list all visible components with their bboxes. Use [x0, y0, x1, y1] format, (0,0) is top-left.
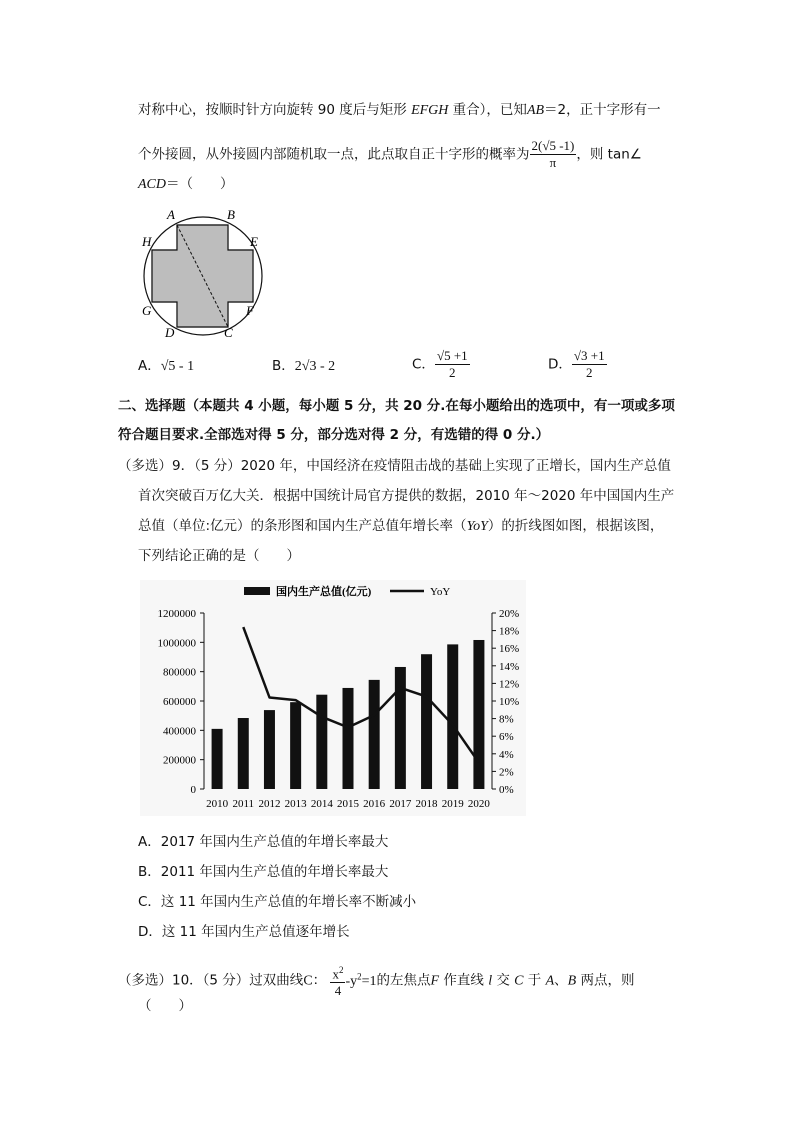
right-axis-tick-label: 14%	[499, 660, 520, 673]
q8-line3	[138, 174, 234, 195]
section-heading-line1: 二、选择题（本题共 4 小题，每小题 5 分，共 20 分.在每小题给出的选项中，有一项或多项	[118, 398, 675, 414]
x-axis-tick-label: 2011	[232, 798, 255, 810]
right-axis-tick-label: 10%	[499, 696, 520, 708]
q10-text: 、	[554, 972, 568, 989]
point-b-label: B	[567, 973, 577, 989]
q9-option-d[interactable]: D．这 11 年国内生产总值逐年增长	[138, 924, 350, 940]
left-axis-tick-label: 800000	[163, 666, 196, 679]
q8-text: ＝（ ）	[166, 176, 234, 192]
right-axis-tick-label: 4%	[499, 748, 514, 761]
line-l-label: l	[488, 973, 493, 989]
right-axis-tick-label: 6%	[499, 731, 514, 744]
q10-text: 两点，则	[576, 972, 635, 989]
gdp-bar	[369, 680, 380, 789]
left-axis-tick-label: 600000	[163, 696, 196, 708]
q8-text: 重合），已知	[448, 102, 527, 118]
q9-line4: 下列结论正确的是（ ）	[138, 548, 300, 564]
fraction-denominator: 2	[586, 365, 593, 380]
left-axis-tick-label: 1000000	[157, 637, 196, 650]
hyperbola-equation	[345, 971, 377, 989]
x-axis-tick-label: 2012	[258, 798, 281, 810]
q9-line1: （多选）9．（5 分）2020 年，中国经济在疫情阻击战的基础上实现了正增长，国内生产总值	[118, 458, 671, 474]
left-axis-tick-label: 400000	[163, 725, 196, 738]
focus-f-label: F	[430, 973, 440, 989]
gdp-bar	[473, 640, 484, 789]
gdp-bar	[316, 695, 327, 789]
q10-text: （多选）10．（5 分）过双曲线	[118, 972, 304, 989]
gdp-bar	[343, 688, 354, 789]
eq-part: -y	[345, 973, 358, 989]
right-axis-tick-label: 18%	[499, 625, 520, 638]
q8-text: ＝2，正十字形有一	[544, 102, 661, 118]
gdp-bar	[238, 718, 249, 789]
label-g: G	[142, 303, 152, 318]
right-axis-tick-label: 8%	[499, 713, 514, 726]
q8-line2	[138, 138, 642, 171]
q9-text: 总值（单位:亿元）的条形图和国内生产总值年增长率（	[138, 518, 467, 534]
option-label: B．	[272, 358, 295, 374]
rect-efgh-label: EFGH	[411, 103, 449, 118]
x-axis-tick-label: 2016	[363, 798, 386, 810]
q8-option-d[interactable]	[548, 348, 607, 381]
label-h: H	[142, 234, 152, 249]
q10-text: 交	[492, 972, 515, 989]
x-axis-tick-label: 2019	[441, 798, 464, 810]
chart-background	[140, 580, 526, 816]
q9-line2: 首次突破百万亿大关．根据中国统计局官方提供的数据，2010 年～2020 年中国国内生产	[138, 488, 675, 504]
label-f: F	[246, 303, 254, 318]
q10-line1	[118, 962, 635, 999]
label-b: B	[227, 207, 235, 222]
yoy-term: YoY	[466, 519, 488, 534]
right-axis-tick-label: 0%	[499, 784, 514, 796]
q8-text: 个外接圆，从外接圆内部随机取一点，此点取自正十字形的概率为	[138, 146, 530, 163]
q9-text: ）的折线图如图，根据该图，	[487, 518, 664, 534]
right-axis-tick-label: 16%	[499, 643, 520, 656]
option-value: √5 - 1	[160, 359, 195, 374]
option-fraction	[572, 348, 607, 381]
q8-line1	[138, 100, 661, 121]
angle-acd-label: ACD	[138, 177, 166, 192]
q8-option-b[interactable]	[272, 356, 335, 377]
eq-part: =1	[361, 973, 377, 989]
x-axis-tick-label: 2013	[284, 798, 307, 810]
gdp-chart	[140, 580, 526, 816]
q9-line3	[138, 516, 663, 537]
q10-text: ：	[312, 972, 327, 989]
fraction-numerator: 2(√5 -1)	[531, 138, 575, 153]
cross-figure	[136, 205, 270, 341]
section-heading-line2: 符合题目要求.全部选对得 5 分，部分选对得 2 分，有选错的得 0 分.）	[118, 427, 550, 443]
fraction-numerator	[330, 962, 345, 983]
q10-text: 作直线	[439, 972, 489, 989]
x-axis-tick-label: 2014	[310, 798, 333, 810]
right-axis-tick-label: 12%	[499, 678, 520, 691]
fraction-denominator: π	[549, 155, 557, 170]
gdp-bar	[395, 667, 406, 789]
q9-option-a[interactable]: A．2017 年国内生产总值的年增长率最大	[138, 834, 389, 850]
fraction-denominator: 2	[449, 365, 456, 380]
point-a-label: A	[545, 973, 555, 989]
right-axis-tick-label: 2%	[499, 766, 514, 779]
label-c: C	[224, 325, 233, 340]
fraction-denominator: 4	[334, 983, 342, 999]
x-axis-tick-label: 2010	[206, 798, 229, 810]
q10-line2: （ ）	[138, 998, 192, 1014]
exponent: 2	[338, 965, 344, 975]
x-axis-tick-label: 2015	[337, 798, 359, 810]
left-axis-tick-label: 0	[190, 784, 196, 796]
q8-text: 对称中心，按顺时针方向旋转 90 度后与矩形	[138, 102, 412, 118]
var-x: x	[332, 966, 339, 982]
gdp-bar	[447, 644, 458, 789]
probability-fraction	[530, 138, 577, 171]
option-label: D．	[548, 356, 572, 373]
legend-line-label: YoY	[430, 586, 451, 598]
gdp-bar	[290, 702, 301, 789]
q8-option-c[interactable]	[412, 348, 470, 381]
curve-c-label: C	[514, 973, 524, 989]
q8-option-a[interactable]	[138, 356, 194, 377]
exponent: 2	[357, 971, 362, 982]
hyperbola-fraction	[330, 962, 345, 999]
option-value: 2√3 - 2	[294, 359, 336, 374]
right-axis-tick-label: 20%	[499, 608, 520, 620]
legend-bar-label: 国内生产总值(亿元)	[276, 586, 372, 598]
fraction-numerator: √5 +1	[436, 348, 468, 363]
segment-ab-label: AB	[526, 103, 545, 118]
gdp-bar	[421, 654, 432, 789]
option-label: C．	[412, 356, 435, 373]
legend-bar-swatch	[244, 587, 270, 595]
gdp-bar	[264, 710, 275, 789]
x-axis-tick-label: 2017	[389, 798, 412, 810]
q9-option-b[interactable]: B．2011 年国内生产总值的年增长率最大	[138, 864, 389, 880]
x-axis-tick-label: 2020	[467, 798, 490, 810]
q10-text: 的左焦点	[376, 972, 431, 989]
q10-text: 于	[523, 972, 546, 989]
option-label: A．	[138, 358, 161, 374]
label-d: D	[165, 325, 175, 340]
left-axis-tick-label: 1200000	[157, 608, 196, 620]
x-axis-tick-label: 2018	[415, 798, 438, 810]
label-a: A	[167, 207, 175, 222]
q9-option-c[interactable]: C．这 11 年国内生产总值的年增长率不断减小	[138, 894, 417, 910]
label-e: E	[250, 234, 258, 249]
hyperbola-c-label: C	[303, 973, 313, 989]
option-fraction	[435, 348, 470, 381]
left-axis-tick-label: 200000	[163, 754, 196, 767]
gdp-bar	[212, 729, 223, 789]
fraction-numerator: √3 +1	[573, 348, 605, 363]
q8-text: ，则 tan∠	[576, 146, 642, 163]
